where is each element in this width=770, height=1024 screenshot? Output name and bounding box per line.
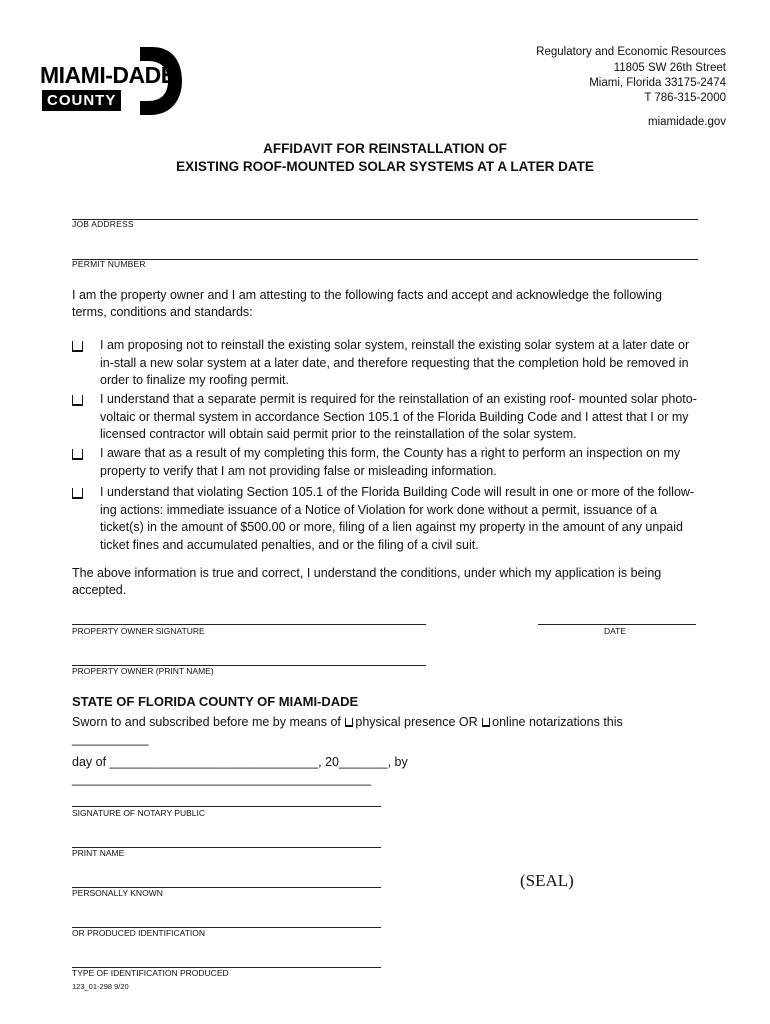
notary-print-name-label: PRINT NAME: [72, 848, 125, 858]
website[interactable]: miamidade.gov: [648, 116, 726, 128]
item-text-1: I am proposing not to reinstall the existing solar system, reinstall the existing solar system at a later date or in-stall a new solar system at a later date, and therefore requesting that the completion hold be removed in order to finalize my roofing permit.: [100, 338, 690, 387]
page-title-line1: AFFIDAVIT FOR REINSTALLATION OF: [263, 141, 507, 156]
owner-signature-field[interactable]: [72, 612, 426, 625]
date-field[interactable]: [538, 612, 696, 625]
city-address: Miami, Florida 33175-2474: [589, 77, 726, 89]
checkbox-item-3[interactable]: [72, 449, 83, 460]
job-address-label: JOB ADDRESS: [72, 219, 134, 229]
notary-signature-field[interactable]: [72, 794, 381, 807]
permit-number-label: PERMIT NUMBER: [72, 259, 146, 269]
checkbox-item-1[interactable]: [72, 341, 83, 352]
item-text-3: I aware that as a result of my completing this form, the County has a right to perform an inspection on my property to verify that I am not providing false or misleading information.: [100, 446, 681, 478]
online-notarization-label: online notarizations this: [492, 715, 623, 729]
id-type-label: TYPE OF IDENTIFICATION PRODUCED: [72, 968, 229, 978]
day-of-line[interactable]: day of ______________________________, 20_______, by ___________________________________________: [72, 755, 408, 786]
notary-signature-label: SIGNATURE OF NOTARY PUBLIC: [72, 808, 206, 818]
department-name: Regulatory and Economic Resources: [536, 46, 726, 58]
logo-county: COUNTY: [42, 90, 121, 111]
owner-signature-label: PROPERTY OWNER SIGNATURE: [72, 626, 205, 636]
intro-text: I am the property owner and I am attesting to the following facts and accept and acknowledge the following terms, conditions and standards:: [72, 288, 662, 319]
sworn-line: [72, 714, 700, 748]
job-address-field[interactable]: [72, 207, 698, 220]
page-title-line2: EXISTING ROOF-MOUNTED SOLAR SYSTEMS AT A LATER DATE: [176, 159, 594, 174]
checkbox-item-2[interactable]: [72, 395, 83, 406]
physical-presence-checkbox[interactable]: [345, 718, 353, 727]
owner-print-name-label: PROPERTY OWNER (PRINT NAME): [72, 666, 214, 676]
statement-text: The above information is true and correct, I understand the conditions, under which my application is being accepted.: [72, 566, 662, 597]
personally-known-field[interactable]: [72, 875, 381, 888]
checkbox-item-4[interactable]: [72, 488, 83, 499]
sworn-date-blank[interactable]: ___________: [72, 732, 149, 746]
seal-label: (SEAL): [520, 871, 574, 890]
owner-print-name-field[interactable]: [72, 653, 426, 666]
physical-presence-label: physical presence OR: [355, 715, 482, 729]
notary-print-name-field[interactable]: [72, 835, 381, 848]
id-type-field[interactable]: [72, 955, 381, 968]
item-text-4: I understand that violating Section 105.1 of the Florida Building Code will result in one or more of the follow-ing actions: immediate issuance of a Notice of Violation for work done without a permit, issuance of a ticket(s) in the amount of $500.00 or more, filing of a lien against my property in the amount of any unpaid ticket fines and accumulated penalties, and or the filing of a civil suit.: [100, 485, 695, 552]
produced-id-field[interactable]: [72, 915, 381, 928]
personally-known-label: PERSONALLY KNOWN: [72, 888, 163, 898]
online-notarization-checkbox[interactable]: [482, 718, 490, 727]
logo-wordmark: MIAMI-DADE: [40, 62, 176, 88]
sworn-prefix: Sworn to and subscribed before me by means of: [72, 715, 345, 729]
phone-number: T 786-315-2000: [644, 92, 726, 104]
form-number: 123_01-298 9/20: [72, 982, 129, 991]
produced-id-label: OR PRODUCED IDENTIFICATION: [72, 928, 206, 938]
permit-number-field[interactable]: [72, 247, 698, 260]
street-address: 11805 SW 26th Street: [613, 62, 726, 74]
date-label: DATE: [604, 626, 627, 636]
state-county-heading: STATE OF FLORIDA COUNTY OF MIAMI-DADE: [72, 694, 359, 709]
item-text-2: I understand that a separate permit is required for the reinstallation of an existing roof- mounted solar photo-voltaic or thermal system in accordance Section 105.1 of the Florida Building Code and I attest that I or my licensed contractor will obtain said permit prior to the reinstallation of the solar system.: [100, 392, 697, 441]
